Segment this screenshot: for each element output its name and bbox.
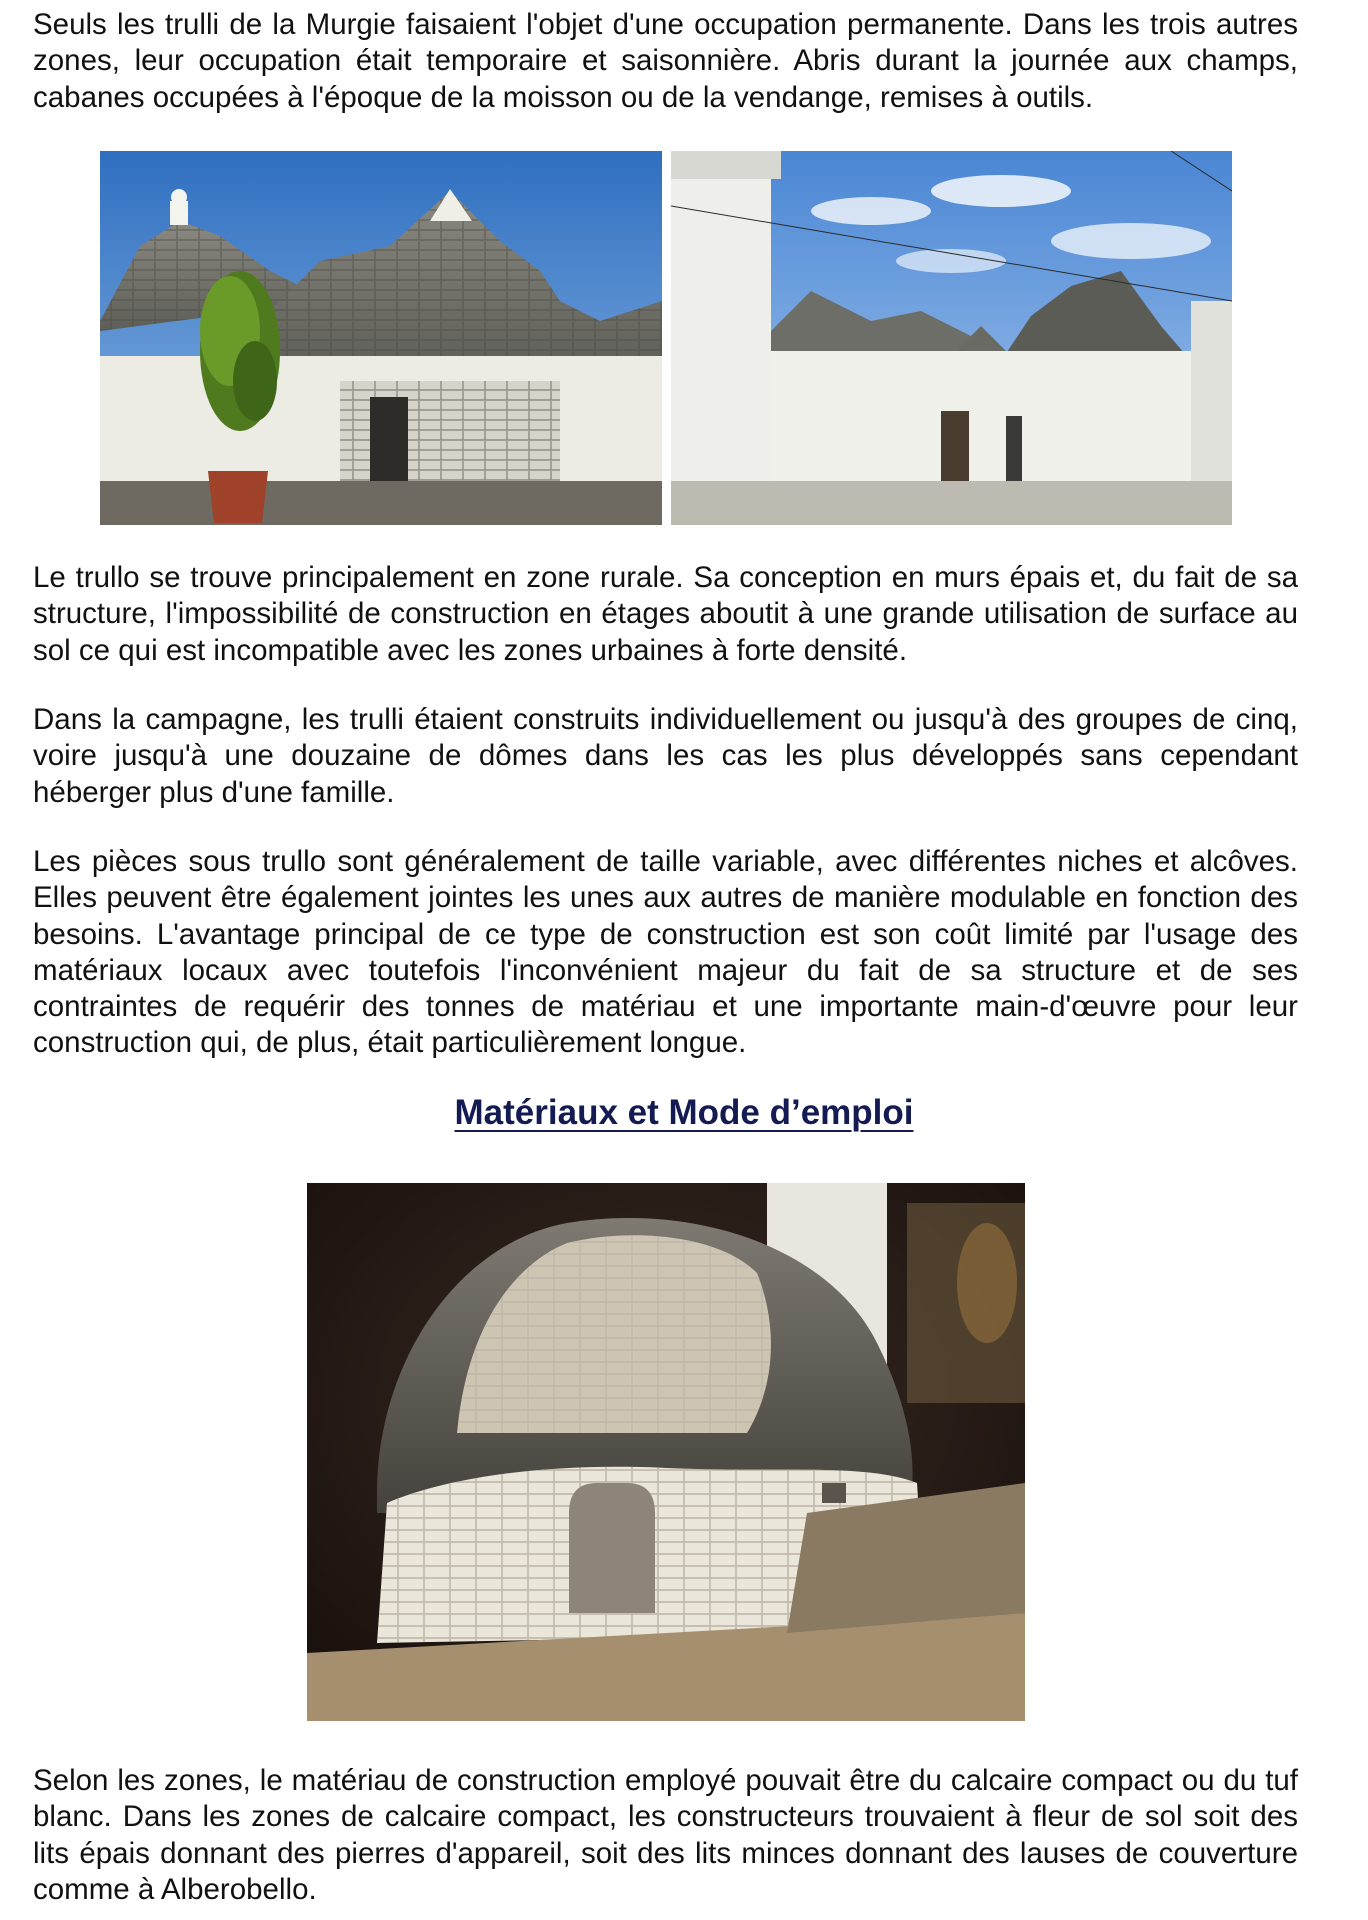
paragraph-materials: Selon les zones, le matériau de construction employé pouvait être du calcaire compact ou du tuf blanc. Dans les zones de calcaire compact, les constructeurs trouvaient à fleur de sol soit des lits épais donnant des pierres d'appareil, soit des lits minces donnant des lauses de couverture comme à Alberobello.	[33, 1764, 1298, 1906]
paragraph-intro: Seuls les trulli de la Murgie faisaient l'objet d'une occupation permanente. Dans les trois autres zones, leur occupation était temporaire et saisonnière. Abris durant la journée aux champs, cabanes occupées à l'époque de la moisson ou de la vendange, remises à outils.	[33, 8, 1298, 114]
photo-trulli-with-plant	[100, 151, 662, 525]
paragraph-countryside: Dans la campagne, les trulli étaient construits individuellement ou jusqu'à des groupes de cinq, voire jusqu'à une douzaine de dômes dans les cas les plus développés sans cependant héberger plus d'une famille.	[33, 703, 1298, 809]
section-heading: Matériaux et Mode d’emploi	[454, 1093, 914, 1132]
paragraph-rural-zone: Le trullo se trouve principalement en zone rurale. Sa conception en murs épais et, du fait de sa structure, l'impossibilité de construction en étages aboutit à une grande utilisation de surface au sol ce qui est incompatible avec les zones urbaines à forte densité.	[33, 561, 1298, 667]
photo-trulli-street	[671, 151, 1232, 525]
paragraph-rooms: Les pièces sous trullo sont généralement de taille variable, avec différentes niches et alcôves. Elles peuvent être également jointes les unes aux autres de manière modulable en fonction des besoins. L'avantage principal de ce type de construction est son coût limité par l'usage des matériaux locaux avec toutefois l'inconvénient majeur du fait de sa structure et de ses contraintes de requérir des tonnes de matériau et une importante main-d'œuvre pour leur construction qui, de plus, était particulièrement longue.	[33, 845, 1298, 1060]
photo-trullo-model	[307, 1183, 1025, 1721]
